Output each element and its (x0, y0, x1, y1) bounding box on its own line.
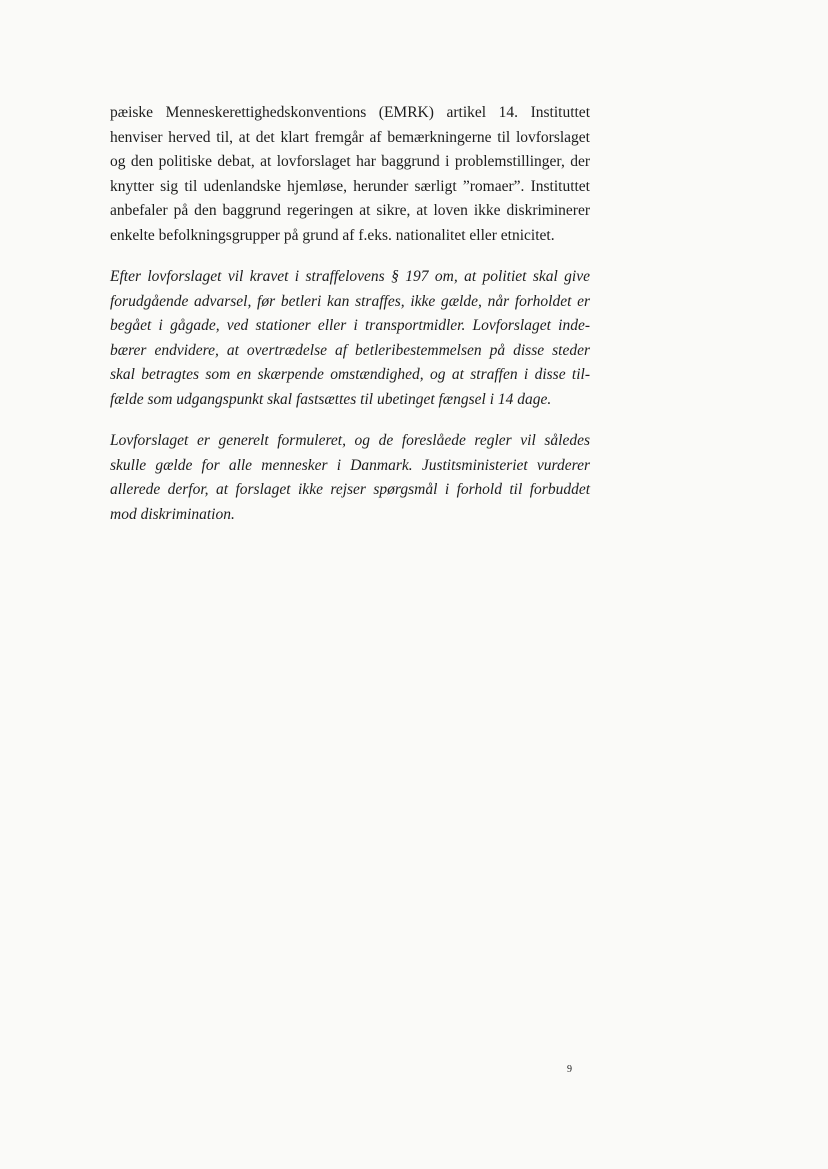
text-line: og den politiske debat, at lovforslaget har baggrund i problemstillinger, der (110, 153, 590, 171)
paragraph-institute-recommendation (110, 101, 590, 249)
text-line: fælde som udgangspunkt skal fastsættes til ubetinget fængsel i 14 dage. (110, 390, 552, 408)
text-line: allerede derfor, at forslaget ikke rejser spørgsmål i forhold til forbuddet (110, 481, 590, 499)
text-line: skulle gælde for alle mennesker i Danmark. Justitsministeriet vurderer (110, 456, 590, 474)
text-line: forudgående advarsel, før betleri kan straffes, ikke gælde, når forholdet er (110, 292, 590, 310)
text-line: knytter sig til udenlandske hjemløse, herunder særligt ”romaer”. Instituttet (110, 177, 590, 195)
text-line: bærer endvidere, at overtrædelse af betleribestemmelsen på disse steder (110, 341, 590, 359)
paragraph-bill-description (110, 265, 590, 413)
paragraph-ministry-assessment (110, 429, 590, 527)
text-line: henviser herved til, at det klart fremgår af bemærkningerne til lovforslaget (110, 128, 590, 146)
page-number: 9 (567, 1064, 572, 1075)
text-line: pæiske Menneskerettighedskonventions (EMRK) artikel 14. Instituttet (110, 104, 590, 121)
text-line: Efter lovforslaget vil kravet i straffelovens § 197 om, at politiet skal give (110, 268, 590, 285)
text-line: anbefaler på den baggrund regeringen at sikre, at loven ikke diskriminerer (110, 202, 590, 220)
text-line: Lovforslaget er generelt formuleret, og de foreslåede regler vil således (110, 432, 590, 449)
text-line: enkelte befolkningsgrupper på grund af f.eks. nationalitet eller etnicitet. (110, 226, 555, 244)
text-line: mod diskrimination. (110, 505, 235, 523)
text-line: skal betragtes som en skærpende omstændighed, og at straffen i disse til- (110, 366, 590, 384)
text-line: begået i gågade, ved stationer eller i transportmidler. Lovforslaget inde- (110, 317, 590, 335)
